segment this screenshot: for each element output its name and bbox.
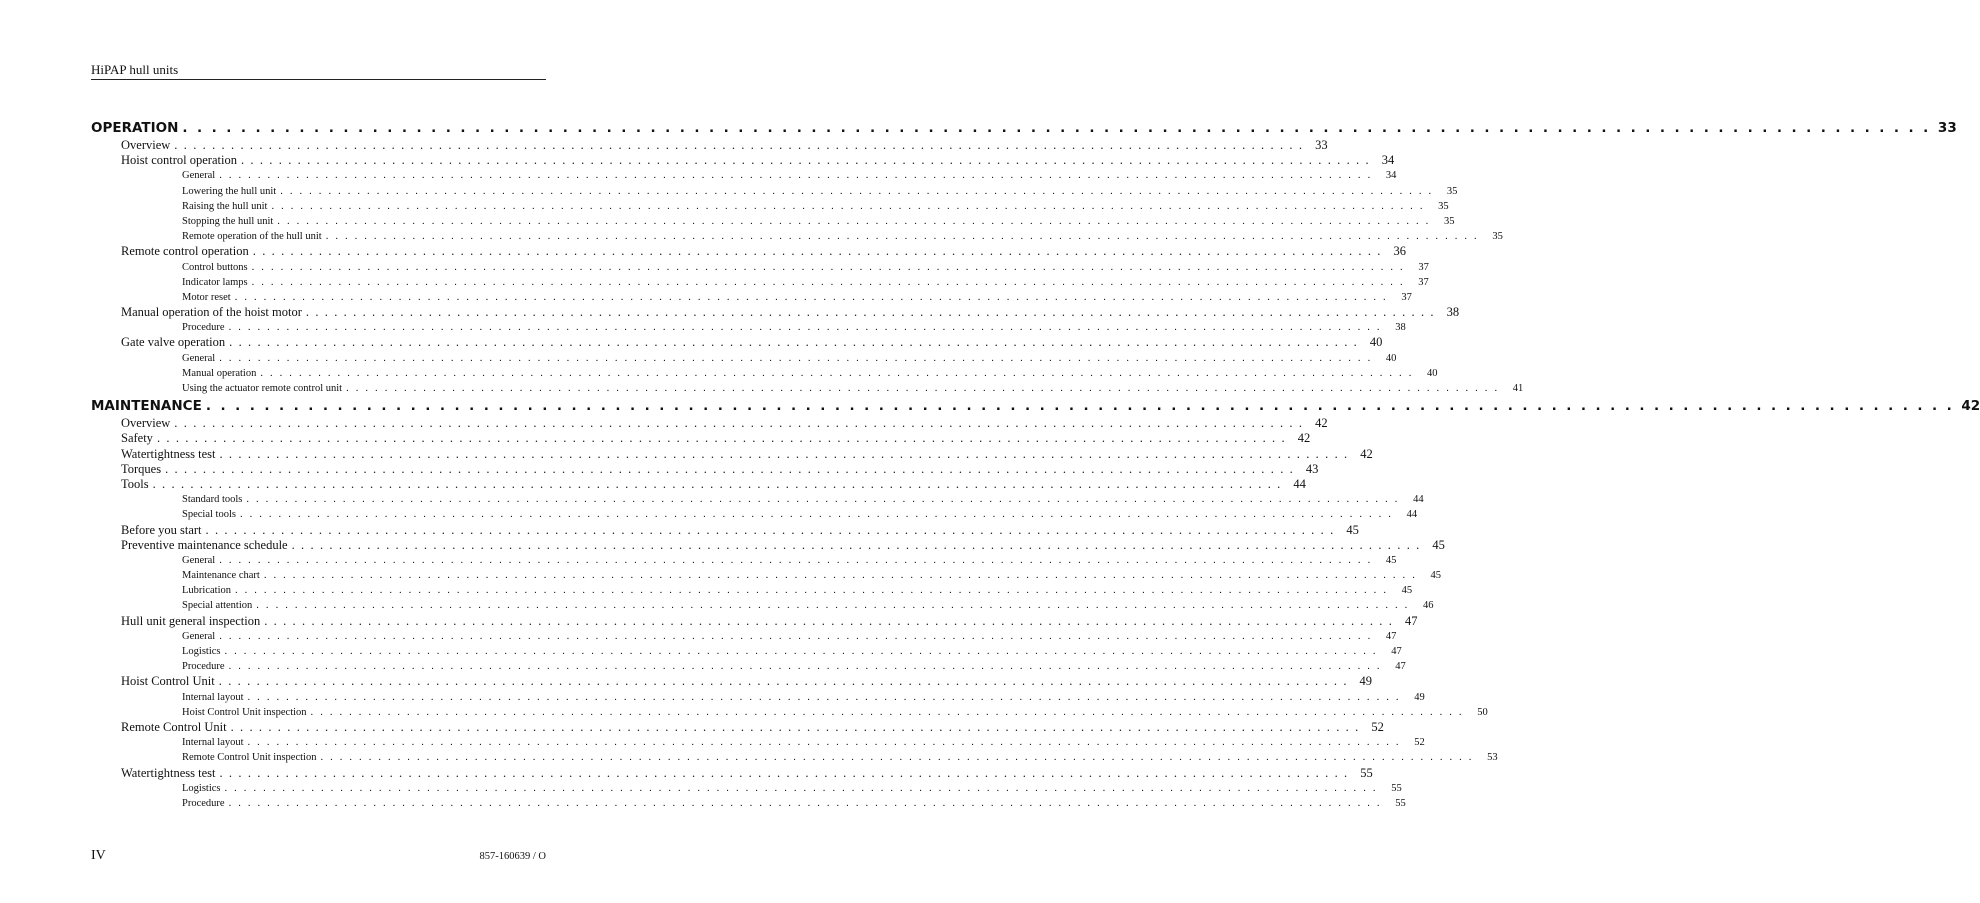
toc-entry[interactable] [91, 138, 1328, 153]
toc-entry-label: Maintenance chart [182, 570, 260, 582]
toc-entry[interactable] [91, 598, 1434, 613]
toc-entry-label: Hull unit general inspection [121, 613, 261, 628]
toc-entry[interactable] [91, 507, 1418, 522]
dot-leader: . . . . . . . . . . . . . . . . . . . . . . . . . . . . . . . . . . . . . . . . . . . . . . . . . . . . . . . . . . . . . . . . . . . . . . . . . . . . . . . . . . . . . . . . . . . . . . . . . . . . . . . . . . . . . . . . . . . . . . . . [260, 367, 1414, 379]
toc-entry-label: Control buttons [182, 261, 248, 273]
dot-leader: . . . . . . . . . . . . . . . . . . . . . . . . . . . . . . . . . . . . . . . . . . . . . . . . . . . . . . . . . . . . . . . . . . . . . . . . . . . . . . . . . . . . . . . . . . . . . . . . . . . . . . . . . . . . . . . . . . . . . . . . [246, 494, 1400, 506]
toc-entry[interactable] [91, 674, 1373, 689]
toc-entry[interactable] [91, 153, 1395, 168]
toc-entry-label: Logistics [182, 782, 221, 794]
toc-entry[interactable] [91, 446, 1373, 462]
footer-page-number: IV [91, 848, 106, 863]
toc-entry-label: Watertightness test [121, 765, 216, 780]
toc-entry[interactable] [91, 168, 1397, 183]
toc-entry-label: Preventive maintenance schedule [121, 537, 288, 552]
dot-leader: . . . . . . . . . . . . . . . . . . . . . . . . . . . . . . . . . . . . . . . . . . . . . . . . . . . . . . . . . . . . . . . . . . . . . . . . . . . . . . . . . . . . . . . . . . . . . . . . . . . . . . . . . . . . . . . . . . . . . . . . [152, 476, 1282, 491]
dot-leader: . . . . . . . . . . . . . . . . . . . . . . . . . . . . . . . . . . . . . . . . . . . . . . . . . . . . . . . . . . . . . . . . . . . . . . . . . . . . . . . . . . . . . . . . . . . . . . . . . . . . . . . . . . . . . . . . . . . . . . . . [219, 630, 1373, 642]
dot-leader: . . . . . . . . . . . . . . . . . . . . . . . . . . . . . . . . . . . . . . . . . . . . . . . . . . . . . . . . . . . . . . . . . . . . . . . . . . . . . . . . . . . . . . . . . . . . . . . . . . . . . . . . . . . . . . . . . . . . . . . . [228, 322, 1382, 334]
dot-leader: . . . . . . . . . . . . . . . . . . . . . . . . . . . . . . . . . . . . . . . . . . . . . . . . . . . . . . . . . . . . . . . . . . . . . . . . . . . . . . . . . . . . . . . . . . . . . . . . . . . . . . . . . . . . . . . . . . . . . . . . [310, 706, 1464, 718]
toc-entry-label: Indicator lamps [182, 276, 248, 288]
toc-entry-page: 33 [1315, 138, 1328, 152]
toc-entry[interactable] [91, 750, 1498, 765]
toc-entry[interactable] [91, 705, 1488, 720]
toc-entry[interactable] [91, 522, 1359, 538]
toc-entry-label: Using the actuator remote control unit [182, 383, 343, 394]
toc-entry-page: 34 [1385, 170, 1397, 182]
toc-entry[interactable] [91, 381, 1524, 396]
toc-entry-page: 52 [1414, 737, 1425, 749]
toc-entry-label: Procedure [182, 797, 225, 809]
toc-entry-label: Lubrication [182, 585, 231, 597]
dot-leader: . . . . . . . . . . . . . . . . . . . . . . . . . . . . . . . . . . . . . . . . . . . . . . . . . . . . . . . . . . . . . . . . . . . . . . . . . . . . . . . . . . . . . . . . . . . . . . . . . . . . . . . . . . . . . . . . . . . . . . . . [174, 138, 1304, 152]
toc-entry[interactable] [91, 553, 1397, 568]
toc-entry-label: Standard tools [182, 494, 243, 506]
dot-leader: . . . . . . . . . . . . . . . . . . . . . . . . . . . . . . . . . . . . . . . . . . . . . . . . . . . . . . . . . . . . . . . . . . . . . . . . . . . . . . . . . . . . . . . . . . . . . . . . . . . . . . . . . . . . . . . . . . . . . . . . [240, 153, 1371, 168]
dot-leader: . . . . . . . . . . . . . . . . . . . . . . . . . . . . . . . . . . . . . . . . . . . . . . . . . . . . . . . . . . . . . . . . . . . . . . . . . . . . . . . . . . . . . . . . . . . . . . . . . . . . . . . . . . . . . . . . . . . . . . . . [251, 261, 1405, 273]
dot-leader: . . . . . . . . . . . . . . . . . . . . . . . . . . . . . . . . . . . . . . . . . . . . . . . . . . . . . . . . . . . . . . . . . . . . . . . . . . . . . . . . . . . . . . . . . . . . . . . . . . . . . . . . . . . . . . . . . . . . . . . . [219, 446, 1349, 461]
toc-entry[interactable] [91, 244, 1407, 259]
toc-entry-label: Special tools [182, 509, 236, 521]
dot-leader: . . . . . . . . . . . . . . . . . . . . . . . . . . . . . . . . . . . . . . . . . . . . . . . . . . . . . . . . . . . . . . . . . . . . . . . . . . . . . . . . . . . . . . . . . . . . . . . . . . . . . . . . . . . . . . . . . . . . . . . . [218, 674, 1349, 689]
toc-entry[interactable] [91, 659, 1406, 674]
toc-entry[interactable] [91, 229, 1503, 244]
footer-document-id: 857-160639 / O [479, 851, 546, 862]
toc-entry-page: 45 [1346, 522, 1359, 537]
toc-entry[interactable] [91, 461, 1319, 477]
toc-entry-label: Manual operation [182, 367, 257, 379]
toc-entry-page: 46 [1422, 600, 1434, 612]
dot-leader: . . . . . . . . . . . . . . . . . . . . . . . . . . . . . . . . . . . . . . . . . . . . . . . . . . . . . . . . . . . . . . . . . . . . . . . . . . . . . . . . . . . . . . . . . . . . . . . . . . . . . . . . . . . . . . . . . . . . . . . . [346, 383, 1500, 394]
toc-entry-label: Gate valve operation [121, 335, 226, 350]
toc-entry[interactable] [91, 781, 1402, 796]
toc-entry[interactable] [91, 583, 1413, 598]
header-rule [91, 79, 546, 80]
toc-entry-page: 34 [1381, 153, 1395, 168]
toc-entry-page: 49 [1359, 674, 1373, 689]
toc-entry[interactable] [91, 796, 1406, 811]
dot-leader: . . . . . . . . . . . . . . . . . . . . . . . . . . . . . . . . . . . . . . . . . . . . . . . . . . . . . . . . . . . . . . . . . . . . . . . . . . . . . . . . . . . . . . . . . . . . . . . . . . . . . . . . . . . . . . . . . . . . . . . . [263, 570, 1418, 582]
toc-entry-page: 44 [1413, 494, 1424, 506]
toc-entry-page: 55 [1391, 782, 1402, 794]
dot-leader: . . . . . . . . . . . . . . . . . . . . . . . . . . . . . . . . . . . . . . . . . . . . . . . . . . . . . . . . . . . . . . . . . . . . . . . . . . . . . . . . . . . . . . . . . . . . . . . . . . . . . . . . . . . . . . . . . . . . . . . . [280, 185, 1434, 197]
toc-entry-page: 36 [1393, 244, 1407, 259]
toc-entry-page: 47 [1404, 613, 1418, 628]
toc-entry-page: 45 [1401, 585, 1413, 597]
toc-entry-label: Internal layout [182, 691, 244, 703]
toc-entry-page: 33 [1937, 120, 1957, 136]
toc-entry[interactable] [91, 629, 1397, 644]
dot-leader: . . . . . . . . . . . . . . . . . . . . . . . . . . . . . . . . . . . . . . . . . . . . . . . . . . . . . . . . . . . . . . . . . . . . . . . . . . . . . . . . . . . . . . . . . . . . . . . . . . . . . . . . . . . . . . . . . . . . . . . . [305, 305, 1436, 320]
dot-leader: . . . . . . . . . . . . . . . . . . . . . . . . . . . . . . . . . . . . . . . . . . . . . . . . . . . . . . . . . . . . . . . . . . . . . . . . . . . . . . . . . . . . . . . . . . . . . . . . . . . . . . . . . . . . . . . . . . . . . . . . [229, 335, 1359, 350]
toc-entry-page: 37 [1401, 291, 1412, 303]
toc-entry-label: General [182, 630, 216, 642]
toc-entry-label: Remote control operation [121, 244, 249, 259]
toc-entry-label: Remote Control Unit [121, 719, 227, 734]
toc-entry-label: Torques [121, 461, 162, 476]
toc-entry[interactable] [91, 719, 1384, 735]
toc-chapter-entry[interactable] [91, 118, 1957, 138]
toc-entry-page: 45 [1385, 554, 1397, 566]
dot-leader: . . . . . . . . . . . . . . . . . . . . . . . . . . . . . . . . . . . . . . . . . . . . . . . . . . . . . . . . . . . . . . . . . . . . . . . . . . . . . . . . . . . . . . . . . . . . . . . . . . . . . . . . . . . . . . . . . . . . . . . . [205, 398, 1955, 415]
toc-entry-page: 45 [1430, 570, 1442, 582]
dot-leader: . . . . . . . . . . . . . . . . . . . . . . . . . . . . . . . . . . . . . . . . . . . . . . . . . . . . . . . . . . . . . . . . . . . . . . . . . . . . . . . . . . . . . . . . . . . . . . . . . . . . . . . . . . . . . . . . . . . . . . . . [230, 719, 1360, 734]
toc-entry-page: 35 [1443, 215, 1455, 227]
dot-leader: . . . . . . . . . . . . . . . . . . . . . . . . . . . . . . . . . . . . . . . . . . . . . . . . . . . . . . . . . . . . . . . . . . . . . . . . . . . . . . . . . . . . . . . . . . . . . . . . . . . . . . . . . . . . . . . . . . . . . . . . [219, 170, 1373, 182]
toc-entry-page: 35 [1438, 200, 1449, 212]
toc-entry-label: Tools [121, 476, 149, 491]
dot-leader: . . . . . . . . . . . . . . . . . . . . . . . . . . . . . . . . . . . . . . . . . . . . . . . . . . . . . . . . . . . . . . . . . . . . . . . . . . . . . . . . . . . . . . . . . . . . . . . . . . . . . . . . . . . . . . . . . . . . . . . . [219, 352, 1373, 364]
toc-entry-label: Remote Control Unit inspection [182, 752, 317, 764]
toc-entry-label: Internal layout [182, 737, 244, 749]
toc-entry[interactable] [91, 492, 1424, 507]
toc-entry-page: 38 [1446, 305, 1460, 320]
toc-entry-page: 37 [1418, 276, 1429, 288]
toc-entry-label: General [182, 554, 216, 566]
toc-entry[interactable] [91, 735, 1425, 750]
toc-entry[interactable] [91, 214, 1455, 229]
toc-entry-label: General [182, 352, 216, 364]
toc-entry-page: 40 [1385, 352, 1397, 364]
toc-entry[interactable] [91, 305, 1460, 320]
toc-entry[interactable] [91, 275, 1429, 290]
dot-leader: . . . . . . . . . . . . . . . . . . . . . . . . . . . . . . . . . . . . . . . . . . . . . . . . . . . . . . . . . . . . . . . . . . . . . . . . . . . . . . . . . . . . . . . . . . . . . . . . . . . . . . . . . . . . . . . . . . . . . . . . [156, 431, 1287, 446]
toc-entry[interactable] [91, 416, 1328, 431]
toc-entry[interactable] [91, 260, 1429, 275]
toc-entry-label: Motor reset [182, 291, 231, 303]
toc-entry-page: 38 [1395, 322, 1406, 334]
toc-entry-label: Overview [121, 138, 171, 152]
toc-entry-label: Lowering the hull unit [182, 185, 277, 197]
toc-entry[interactable] [91, 613, 1418, 629]
toc-entry-page: 44 [1293, 476, 1306, 491]
toc-entry-page: 35 [1446, 185, 1458, 197]
dot-leader: . . . . . . . . . . . . . . . . . . . . . . . . . . . . . . . . . . . . . . . . . . . . . . . . . . . . . . . . . . . . . . . . . . . . . . . . . . . . . . . . . . . . . . . . . . . . . . . . . . . . . . . . . . . . . . . . . . . . . . . . [247, 737, 1401, 749]
toc-entry-label: Raising the hull unit [182, 200, 268, 212]
dot-leader: . . . . . . . . . . . . . . . . . . . . . . . . . . . . . . . . . . . . . . . . . . . . . . . . . . . . . . . . . . . . . . . . . . . . . . . . . . . . . . . . . . . . . . . . . . . . . . . . . . . . . . . . . . . . . . . . . . . . . . . . [234, 291, 1388, 303]
dot-leader: . . . . . . . . . . . . . . . . . . . . . . . . . . . . . . . . . . . . . . . . . . . . . . . . . . . . . . . . . . . . . . . . . . . . . . . . . . . . . . . . . . . . . . . . . . . . . . . . . . . . . . . . . . . . . . . . . . . . . . . . [251, 276, 1405, 288]
toc-entry[interactable] [91, 476, 1306, 492]
toc-entry-label: Stopping the hull unit [182, 215, 274, 227]
dot-leader: . . . . . . . . . . . . . . . . . . . . . . . . . . . . . . . . . . . . . . . . . . . . . . . . . . . . . . . . . . . . . . . . . . . . . . . . . . . . . . . . . . . . . . . . . . . . . . . . . . . . . . . . . . . . . . . . . . . . . . . . [174, 416, 1304, 431]
dot-leader: . . . . . . . . . . . . . . . . . . . . . . . . . . . . . . . . . . . . . . . . . . . . . . . . . . . . . . . . . . . . . . . . . . . . . . . . . . . . . . . . . . . . . . . . . . . . . . . . . . . . . . . . . . . . . . . . . . . . . . . . [291, 537, 1421, 552]
dot-leader: . . . . . . . . . . . . . . . . . . . . . . . . . . . . . . . . . . . . . . . . . . . . . . . . . . . . . . . . . . . . . . . . . . . . . . . . . . . . . . . . . . . . . . . . . . . . . . . . . . . . . . . . . . . . . . . . . . . . . . . . [320, 752, 1474, 764]
table-of-contents [91, 118, 1980, 811]
toc-entry-label: Watertightness test [121, 446, 216, 461]
toc-entry-page: 42 [1961, 398, 1980, 415]
toc-entry-page: 47 [1391, 646, 1402, 657]
dot-leader: . . . . . . . . . . . . . . . . . . . . . . . . . . . . . . . . . . . . . . . . . . . . . . . . . . . . . . . . . . . . . . . . . . . . . . . . . . . . . . . . . . . . . . . . . . . . . . . . . . . . . . . . . . . . . . . . . . . . . . . . [224, 782, 1378, 794]
toc-entry-label: Before you start [121, 522, 202, 537]
toc-entry-label: Remote operation of the hull unit [182, 231, 322, 243]
dot-leader: . . . . . . . . . . . . . . . . . . . . . . . . . . . . . . . . . . . . . . . . . . . . . . . . . . . . . . . . . . . . . . . . . . . . . . . . . . . . . . . . . . . . . . . . . . . . . . . . . . . . . . . . . . . . . . . . . . . . . . . . [228, 797, 1382, 809]
toc-entry-label: Logistics [182, 646, 221, 657]
toc-entry-page: 35 [1492, 231, 1503, 243]
toc-entry-page: 42 [1360, 446, 1373, 461]
dot-leader: . . . . . . . . . . . . . . . . . . . . . . . . . . . . . . . . . . . . . . . . . . . . . . . . . . . . . . . . . . . . . . . . . . . . . . . . . . . . . . . . . . . . . . . . . . . . . . . . . . . . . . . . . . . . . . . . . . . . . . . . [271, 200, 1425, 212]
toc-entry-page: 52 [1371, 719, 1384, 734]
toc-entry-page: 55 [1360, 765, 1373, 780]
toc-entry-page: 43 [1305, 461, 1319, 476]
dot-leader: . . . . . . . . . . . . . . . . . . . . . . . . . . . . . . . . . . . . . . . . . . . . . . . . . . . . . . . . . . . . . . . . . . . . . . . . . . . . . . . . . . . . . . . . . . . . . . . . . . . . . . . . . . . . . . . . . . . . . . . . [182, 120, 1931, 136]
dot-leader: . . . . . . . . . . . . . . . . . . . . . . . . . . . . . . . . . . . . . . . . . . . . . . . . . . . . . . . . . . . . . . . . . . . . . . . . . . . . . . . . . . . . . . . . . . . . . . . . . . . . . . . . . . . . . . . . . . . . . . . . [256, 600, 1410, 612]
toc-entry[interactable] [91, 199, 1449, 214]
toc-entry[interactable] [91, 351, 1397, 366]
toc-entry-page: 40 [1427, 367, 1438, 379]
dot-leader: . . . . . . . . . . . . . . . . . . . . . . . . . . . . . . . . . . . . . . . . . . . . . . . . . . . . . . . . . . . . . . . . . . . . . . . . . . . . . . . . . . . . . . . . . . . . . . . . . . . . . . . . . . . . . . . . . . . . . . . . [205, 522, 1335, 537]
toc-entry[interactable] [91, 568, 1442, 583]
toc-entry[interactable] [91, 335, 1383, 350]
toc-entry-label: Manual operation of the hoist motor [121, 305, 302, 320]
dot-leader: . . . . . . . . . . . . . . . . . . . . . . . . . . . . . . . . . . . . . . . . . . . . . . . . . . . . . . . . . . . . . . . . . . . . . . . . . . . . . . . . . . . . . . . . . . . . . . . . . . . . . . . . . . . . . . . . . . . . . . . . [219, 554, 1373, 566]
toc-entry-page: 42 [1297, 431, 1311, 446]
dot-leader: . . . . . . . . . . . . . . . . . . . . . . . . . . . . . . . . . . . . . . . . . . . . . . . . . . . . . . . . . . . . . . . . . . . . . . . . . . . . . . . . . . . . . . . . . . . . . . . . . . . . . . . . . . . . . . . . . . . . . . . . [165, 461, 1295, 476]
toc-entry-page: 37 [1418, 261, 1429, 273]
page-header-title: HiPAP hull units [91, 62, 179, 77]
toc-entry-label: Hoist Control Unit [121, 674, 215, 689]
toc-entry[interactable] [91, 290, 1412, 305]
toc-entry[interactable] [91, 431, 1311, 446]
toc-entry[interactable] [91, 765, 1373, 781]
toc-chapter-entry[interactable] [91, 396, 1980, 416]
toc-entry-page: 53 [1487, 752, 1498, 764]
dot-leader: . . . . . . . . . . . . . . . . . . . . . . . . . . . . . . . . . . . . . . . . . . . . . . . . . . . . . . . . . . . . . . . . . . . . . . . . . . . . . . . . . . . . . . . . . . . . . . . . . . . . . . . . . . . . . . . . . . . . . . . . [277, 215, 1431, 227]
toc-entry-page: 44 [1406, 509, 1418, 521]
toc-entry[interactable] [91, 644, 1402, 659]
dot-leader: . . . . . . . . . . . . . . . . . . . . . . . . . . . . . . . . . . . . . . . . . . . . . . . . . . . . . . . . . . . . . . . . . . . . . . . . . . . . . . . . . . . . . . . . . . . . . . . . . . . . . . . . . . . . . . . . . . . . . . . . [247, 691, 1401, 703]
toc-entry-label: Hoist Control Unit inspection [182, 706, 307, 718]
toc-entry-page: 47 [1385, 630, 1397, 642]
toc-entry-page: 41 [1512, 383, 1524, 394]
toc-entry-label: General [182, 170, 216, 182]
toc-entry[interactable] [91, 366, 1438, 381]
toc-entry[interactable] [91, 320, 1406, 335]
toc-entry[interactable] [91, 537, 1445, 553]
toc-entry-page: 40 [1369, 335, 1383, 350]
toc-entry-page: 45 [1432, 537, 1445, 552]
toc-entry-page: 47 [1395, 661, 1406, 673]
toc-entry-label: Procedure [182, 322, 225, 334]
toc-entry[interactable] [91, 184, 1458, 199]
toc-entry-label: Safety [121, 431, 153, 446]
toc-entry-label: Special attention [182, 600, 253, 612]
dot-leader: . . . . . . . . . . . . . . . . . . . . . . . . . . . . . . . . . . . . . . . . . . . . . . . . . . . . . . . . . . . . . . . . . . . . . . . . . . . . . . . . . . . . . . . . . . . . . . . . . . . . . . . . . . . . . . . . . . . . . . . . [264, 613, 1394, 628]
toc-entry[interactable] [91, 690, 1425, 705]
dot-leader: . . . . . . . . . . . . . . . . . . . . . . . . . . . . . . . . . . . . . . . . . . . . . . . . . . . . . . . . . . . . . . . . . . . . . . . . . . . . . . . . . . . . . . . . . . . . . . . . . . . . . . . . . . . . . . . . . . . . . . . . [234, 585, 1389, 597]
toc-entry-page: 55 [1395, 797, 1406, 809]
toc-entry-label: Procedure [182, 661, 225, 673]
dot-leader: . . . . . . . . . . . . . . . . . . . . . . . . . . . . . . . . . . . . . . . . . . . . . . . . . . . . . . . . . . . . . . . . . . . . . . . . . . . . . . . . . . . . . . . . . . . . . . . . . . . . . . . . . . . . . . . . . . . . . . . . [224, 646, 1378, 657]
dot-leader: . . . . . . . . . . . . . . . . . . . . . . . . . . . . . . . . . . . . . . . . . . . . . . . . . . . . . . . . . . . . . . . . . . . . . . . . . . . . . . . . . . . . . . . . . . . . . . . . . . . . . . . . . . . . . . . . . . . . . . . . [239, 509, 1394, 521]
toc-entry-label: MAINTENANCE [91, 398, 202, 415]
dot-leader: . . . . . . . . . . . . . . . . . . . . . . . . . . . . . . . . . . . . . . . . . . . . . . . . . . . . . . . . . . . . . . . . . . . . . . . . . . . . . . . . . . . . . . . . . . . . . . . . . . . . . . . . . . . . . . . . . . . . . . . . [219, 765, 1349, 780]
toc-entry-page: 42 [1315, 416, 1328, 431]
toc-entry-label: OPERATION [91, 120, 179, 136]
toc-entry-page: 49 [1414, 691, 1425, 703]
toc-entry-label: Overview [121, 416, 171, 431]
dot-leader: . . . . . . . . . . . . . . . . . . . . . . . . . . . . . . . . . . . . . . . . . . . . . . . . . . . . . . . . . . . . . . . . . . . . . . . . . . . . . . . . . . . . . . . . . . . . . . . . . . . . . . . . . . . . . . . . . . . . . . . . [252, 244, 1383, 259]
dot-leader: . . . . . . . . . . . . . . . . . . . . . . . . . . . . . . . . . . . . . . . . . . . . . . . . . . . . . . . . . . . . . . . . . . . . . . . . . . . . . . . . . . . . . . . . . . . . . . . . . . . . . . . . . . . . . . . . . . . . . . . . [325, 231, 1479, 243]
toc-entry-page: 50 [1477, 706, 1488, 718]
toc-entry-label: Hoist control operation [121, 153, 237, 168]
dot-leader: . . . . . . . . . . . . . . . . . . . . . . . . . . . . . . . . . . . . . . . . . . . . . . . . . . . . . . . . . . . . . . . . . . . . . . . . . . . . . . . . . . . . . . . . . . . . . . . . . . . . . . . . . . . . . . . . . . . . . . . . [228, 661, 1382, 673]
